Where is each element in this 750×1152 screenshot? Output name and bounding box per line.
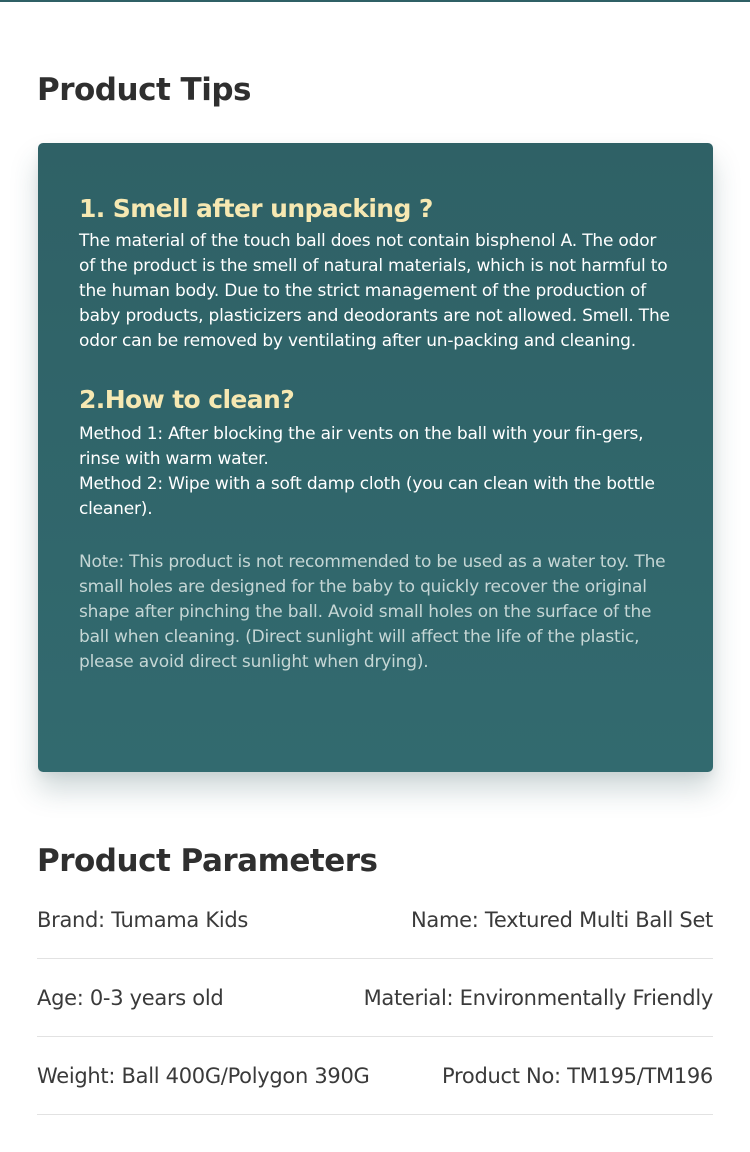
material-param: Material: Environmentally Friendly: [363, 985, 713, 1010]
brand-param: Brand: Tumama Kids: [37, 908, 249, 932]
product-tips-card: [38, 143, 713, 772]
top-divider: [0, 0, 750, 2]
product-parameters-title: Product Parameters: [37, 843, 378, 879]
care-note: Note: This product is not recommended to be used as a water toy. The small holes are designed for the baby to quickly recover the original shape after pinching the ball. Avoid small holes on the surface of the ball when cleaning. (Direct sunlight will affect the life of the plastic, please avoid direct sunlight when drying).: [79, 552, 666, 672]
parameter-row: [37, 882, 713, 959]
clean-tip-heading: 2.How to clean?: [79, 385, 295, 414]
clean-method-1: Method 1: After blocking the air vents on the ball with your fin-gers, rinse with warm water.: [79, 424, 644, 469]
age-param: Age: 0-3 years old: [37, 985, 224, 1010]
weight-param: Weight: Ball 400G/Polygon 390G: [37, 1063, 370, 1088]
smell-tip-heading: 1. Smell after unpacking ?: [79, 194, 433, 223]
smell-tip-body: The material of the touch ball does not contain bisphenol A. The odor of the product is the smell of natural materials, which is not harmful to the human body. Due to the strict management of the production of baby products, plasticizers and deodorants are not allowed. Smell. The odor can be removed by ventilating after un-packing and cleaning.: [79, 231, 670, 351]
parameters-table: [37, 882, 713, 1115]
name-param: Name: Textured Multi Ball Set: [411, 908, 713, 932]
clean-method-2: Method 2: Wipe with a soft damp cloth (you can clean with the bottle cleaner).: [79, 474, 655, 519]
product-number-param: Product No: TM195/TM196: [442, 1063, 713, 1088]
clean-methods: [79, 422, 675, 522]
parameter-row: [37, 1037, 713, 1115]
parameter-row: [37, 959, 713, 1037]
product-tips-title: Product Tips: [37, 72, 251, 108]
